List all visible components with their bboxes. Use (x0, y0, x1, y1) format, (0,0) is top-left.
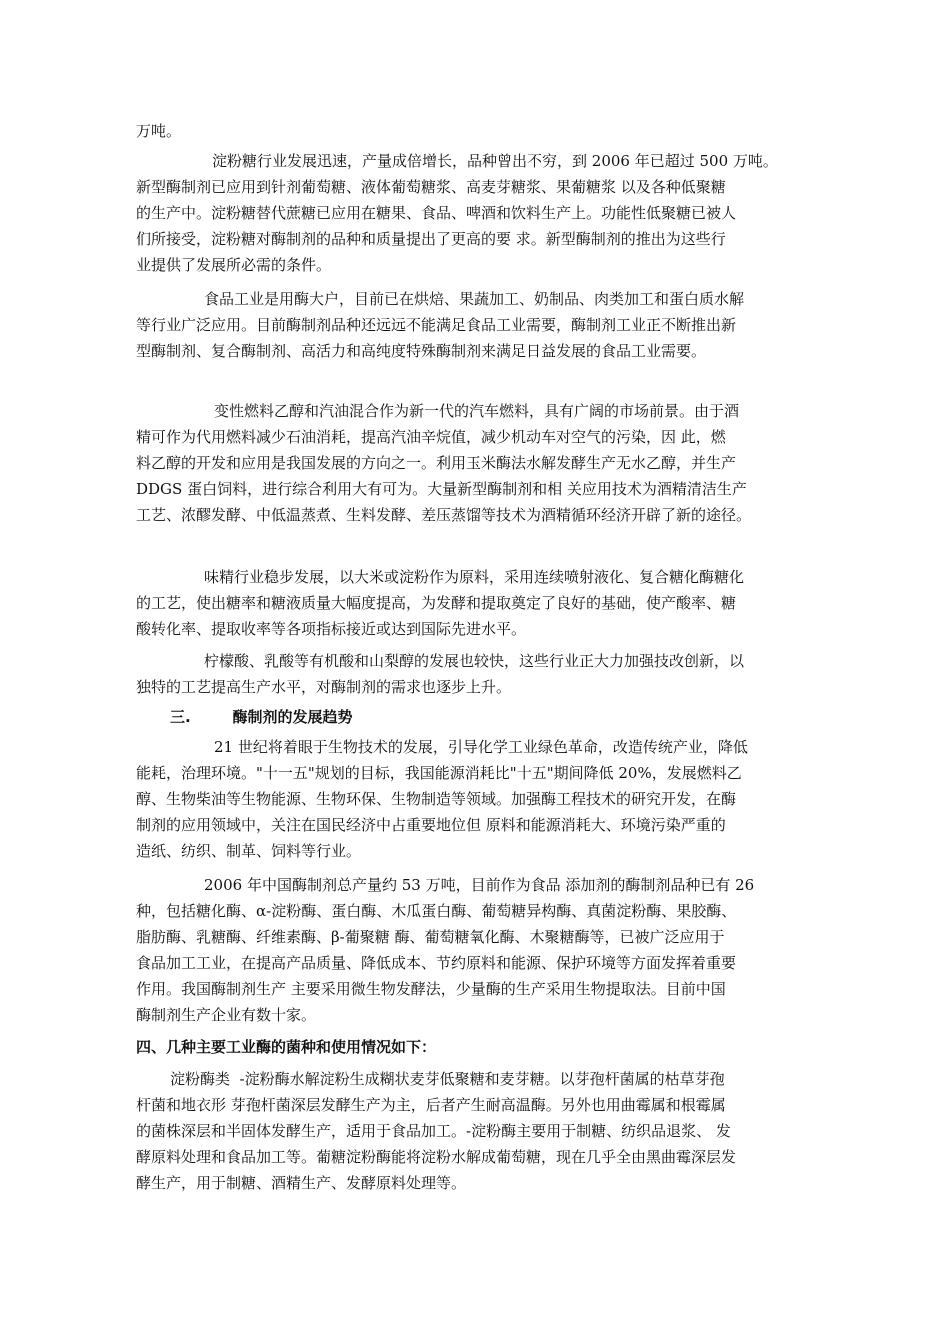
text-line: 酵原料处理和食品加工等。葡糖淀粉酶能将淀粉水解成葡萄糖，现在几乎全由黑曲霉深层发 (136, 1148, 737, 1166)
text-line: 柠檬酸、乳酸等有机酸和山梨醇的发展也较快，这些行业正大力加强技改创新，以 (204, 652, 745, 670)
text-line: 新型酶制剂已应用到针剂葡萄糖、液体葡萄糖浆、高麦芽糖浆、果葡糖浆 以及各种低聚糖 (136, 178, 726, 196)
text-line: DDGS 蛋白饲料，进行综合利用大有可为。大量新型酶制剂和相 关应用技术为酒精清洁生产 (136, 480, 747, 498)
text-line: 万吨。 (136, 122, 182, 140)
text-line: 21 世纪将着眼于生物技术的发展，引导化学工业绿色革命，改造传统产业，降低 (214, 738, 748, 756)
text-line: 工艺、浓醪发酵、中低温蒸煮、生料发酵、差压蒸馏等技术为酒精循环经济开辟了新的途径。 (136, 506, 752, 524)
text-line: 料乙醇的开发和应用是我国发展的方向之一。利用玉米酶法水解发酵生产无水乙醇，并生产 (136, 454, 737, 472)
text-line: 型酶制剂、复合酶制剂、高活力和高纯度特殊酶制剂来满足日益发展的食品工业需要。 (136, 342, 707, 360)
text-line: 种，包括糖化酶、α-淀粉酶、蛋白酶、木瓜蛋白酶、葡萄糖异构酶、真菌淀粉酶、果胶酶、 (136, 902, 737, 920)
text-line: 作用。我国酶制剂生产 主要采用微生物发酵法，少量酶的生产采用生物提取法。目前中国 (136, 980, 726, 998)
text-line: 变性燃料乙醇和汽油混合作为新一代的汽车燃料，具有广阔的市场前景。由于酒 (214, 402, 740, 420)
text-line: 2006 年中国酶制剂总产量约 53 万吨，目前作为食品 添加剂的酶制剂品种已有 26 (204, 876, 755, 894)
text-line: 的菌株深层和半固体发酵生产，适用于食品加工。-淀粉酶主要用于制糖、纺织品退浆、 发 (136, 1122, 731, 1140)
text-line: 能耗，治理环境。"十一五"规划的目标，我国能源消耗比"十五"期间降低 20%，发展燃料乙 (136, 764, 742, 782)
text-line: 的生产中。淀粉糖替代蔗糖已应用在糖果、食品、啤酒和饮料生产上。功能性低聚糖已被人 (136, 204, 737, 222)
section-heading: 三. 酶制剂的发展趋势 (170, 708, 353, 726)
text-line: 酸转化率、提取收率等各项指标接近或达到国际先进水平。 (136, 620, 527, 638)
text-line: 造纸、纺织、制革、饲料等行业。 (136, 842, 362, 860)
text-line: 们所接受，淀粉糖对酶制剂的品种和质量提出了更高的要 求。新型酶制剂的推出为这些行 (136, 230, 726, 248)
text-line: 醇、生物柴油等生物能源、生物环保、生物制造等领域。加强酶工程技术的研究开发，在酶 (136, 790, 737, 808)
text-line: 精可作为代用燃料减少石油消耗，提高汽油辛烷值，减少机动车对空气的污染，因 此，燃 (136, 428, 726, 446)
text-line: 制剂的应用领域中，关注在国民经济中占重要地位但 原料和能源消耗大、环境污染严重的 (136, 816, 726, 834)
text-line: 酵生产，用于制糖、酒精生产、发酵原料处理等。 (136, 1174, 467, 1192)
text-line: 杆菌和地衣形 芽孢杆菌深层发酵生产为主，后者产生耐高温酶。另外也用曲霉属和根霉属 (136, 1096, 726, 1114)
text-line: 淀粉酶类 -淀粉酶水解淀粉生成糊状麦芽低聚糖和麦芽糖。以芽孢杆菌属的枯草芽孢 (170, 1070, 725, 1088)
text-line: 食品工业是用酶大户，目前已在烘焙、果蔬加工、奶制品、肉类加工和蛋白质水解 (204, 290, 745, 308)
text-line: 的工艺，使出糖率和糖液质量大幅度提高，为发酵和提取奠定了良好的基础，使产酸率、糖 (136, 594, 737, 612)
text-line: 淀粉糖行业发展迅速，产量成倍增长，品种曾出不穷，到 2006 年已超过 500 万吨。 (212, 152, 778, 170)
text-line: 独特的工艺提高生产水平，对酶制剂的需求也逐步上升。 (136, 678, 512, 696)
text-line: 等行业广泛应用。目前酶制剂品种还远远不能满足食品工业需要，酶制剂工业正不断推出新 (136, 316, 737, 334)
text-line: 酶制剂生产企业有数十家。 (136, 1006, 317, 1024)
text-line: 脂肪酶、乳糖酶、纤维素酶、β-葡聚糖 酶、葡萄糖氧化酶、木聚糖酶等，已被广泛应用于 (136, 928, 725, 946)
text-line: 味精行业稳步发展，以大米或淀粉作为原料，采用连续喷射液化、复合糖化酶糖化 (204, 568, 745, 586)
text-line: 业提供了发展所必需的条件。 (136, 256, 332, 274)
text-line: 食品加工工业，在提高产品质量、降低成本、节约原料和能源、保护环境等方面发挥着重要 (136, 954, 737, 972)
section-heading: 四、几种主要工业酶的菌种和使用情况如下： (136, 1038, 437, 1056)
